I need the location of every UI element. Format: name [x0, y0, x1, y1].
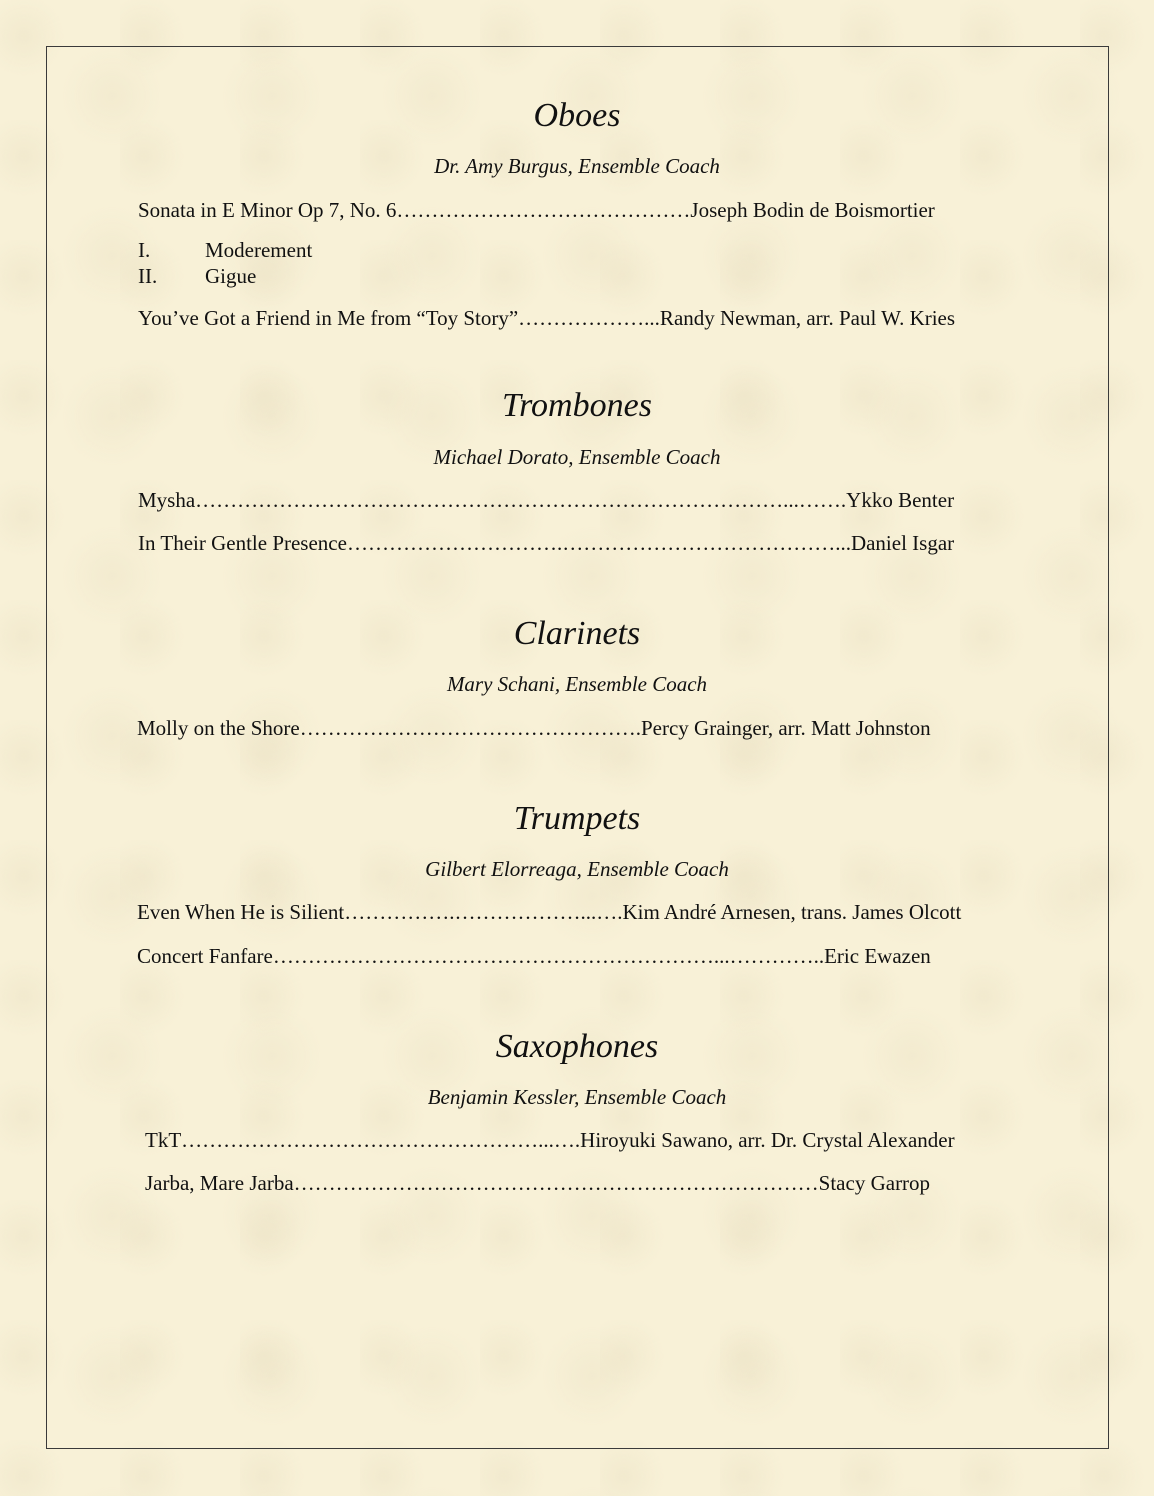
piece-trumpets-1: Even When He is Silient…………….………………...….Kim André Arnesen, trans. James Olcott [137, 900, 962, 924]
piece-trombones-1: Mysha…………………………………………………………………………...…….Ykko Benter [138, 488, 955, 512]
piece-trombones-2: In Their Gentle Presence………………………….…………………………………...Daniel Isgar [138, 531, 955, 555]
coach-trombones: Michael Dorato, Ensemble Coach [433, 445, 721, 469]
section-title-saxophones: Saxophones [495, 1028, 659, 1065]
piece-oboes-1: Sonata in E Minor Op 7, No. 6……………………………………Joseph Bodin de Boismortier [138, 198, 935, 222]
piece-oboes-2: You’ve Got a Friend in Me from “Toy Story”………………...Randy Newman, arr. Paul W. Kries [138, 306, 956, 330]
coach-clarinets: Mary Schani, Ensemble Coach [446, 672, 708, 696]
coach-oboes: Dr. Amy Burgus, Ensemble Coach [434, 154, 720, 178]
piece-saxophones-1: TkT……………………………………………...….Hiroyuki Sawano, arr. Dr. Crystal Alexander [145, 1128, 955, 1152]
movement-name: Moderement [205, 238, 313, 262]
movement-number: I. [138, 238, 151, 262]
coach-trumpets: Gilbert Elorreaga, Ensemble Coach [425, 857, 729, 881]
piece-clarinets-1: Molly on the Shore………………………………………….Percy Grainger, arr. Matt Johnston [137, 716, 931, 740]
section-title-trombones: Trombones [502, 387, 652, 424]
movement-name: Gigue [205, 264, 257, 288]
coach-saxophones: Benjamin Kessler, Ensemble Coach [427, 1085, 727, 1109]
section-title-trumpets: Trumpets [513, 800, 641, 837]
piece-trumpets-2: Concert Fanfare………………………………………………………...…………..Eric Ewazen [137, 944, 931, 968]
piece-saxophones-2: Jarba, Mare Jarba…………………………………………………………………Stacy Garrop [145, 1171, 931, 1195]
section-title-clarinets: Clarinets [513, 615, 641, 652]
movement-number: II. [138, 264, 158, 288]
section-title-oboes: Oboes [533, 97, 621, 134]
